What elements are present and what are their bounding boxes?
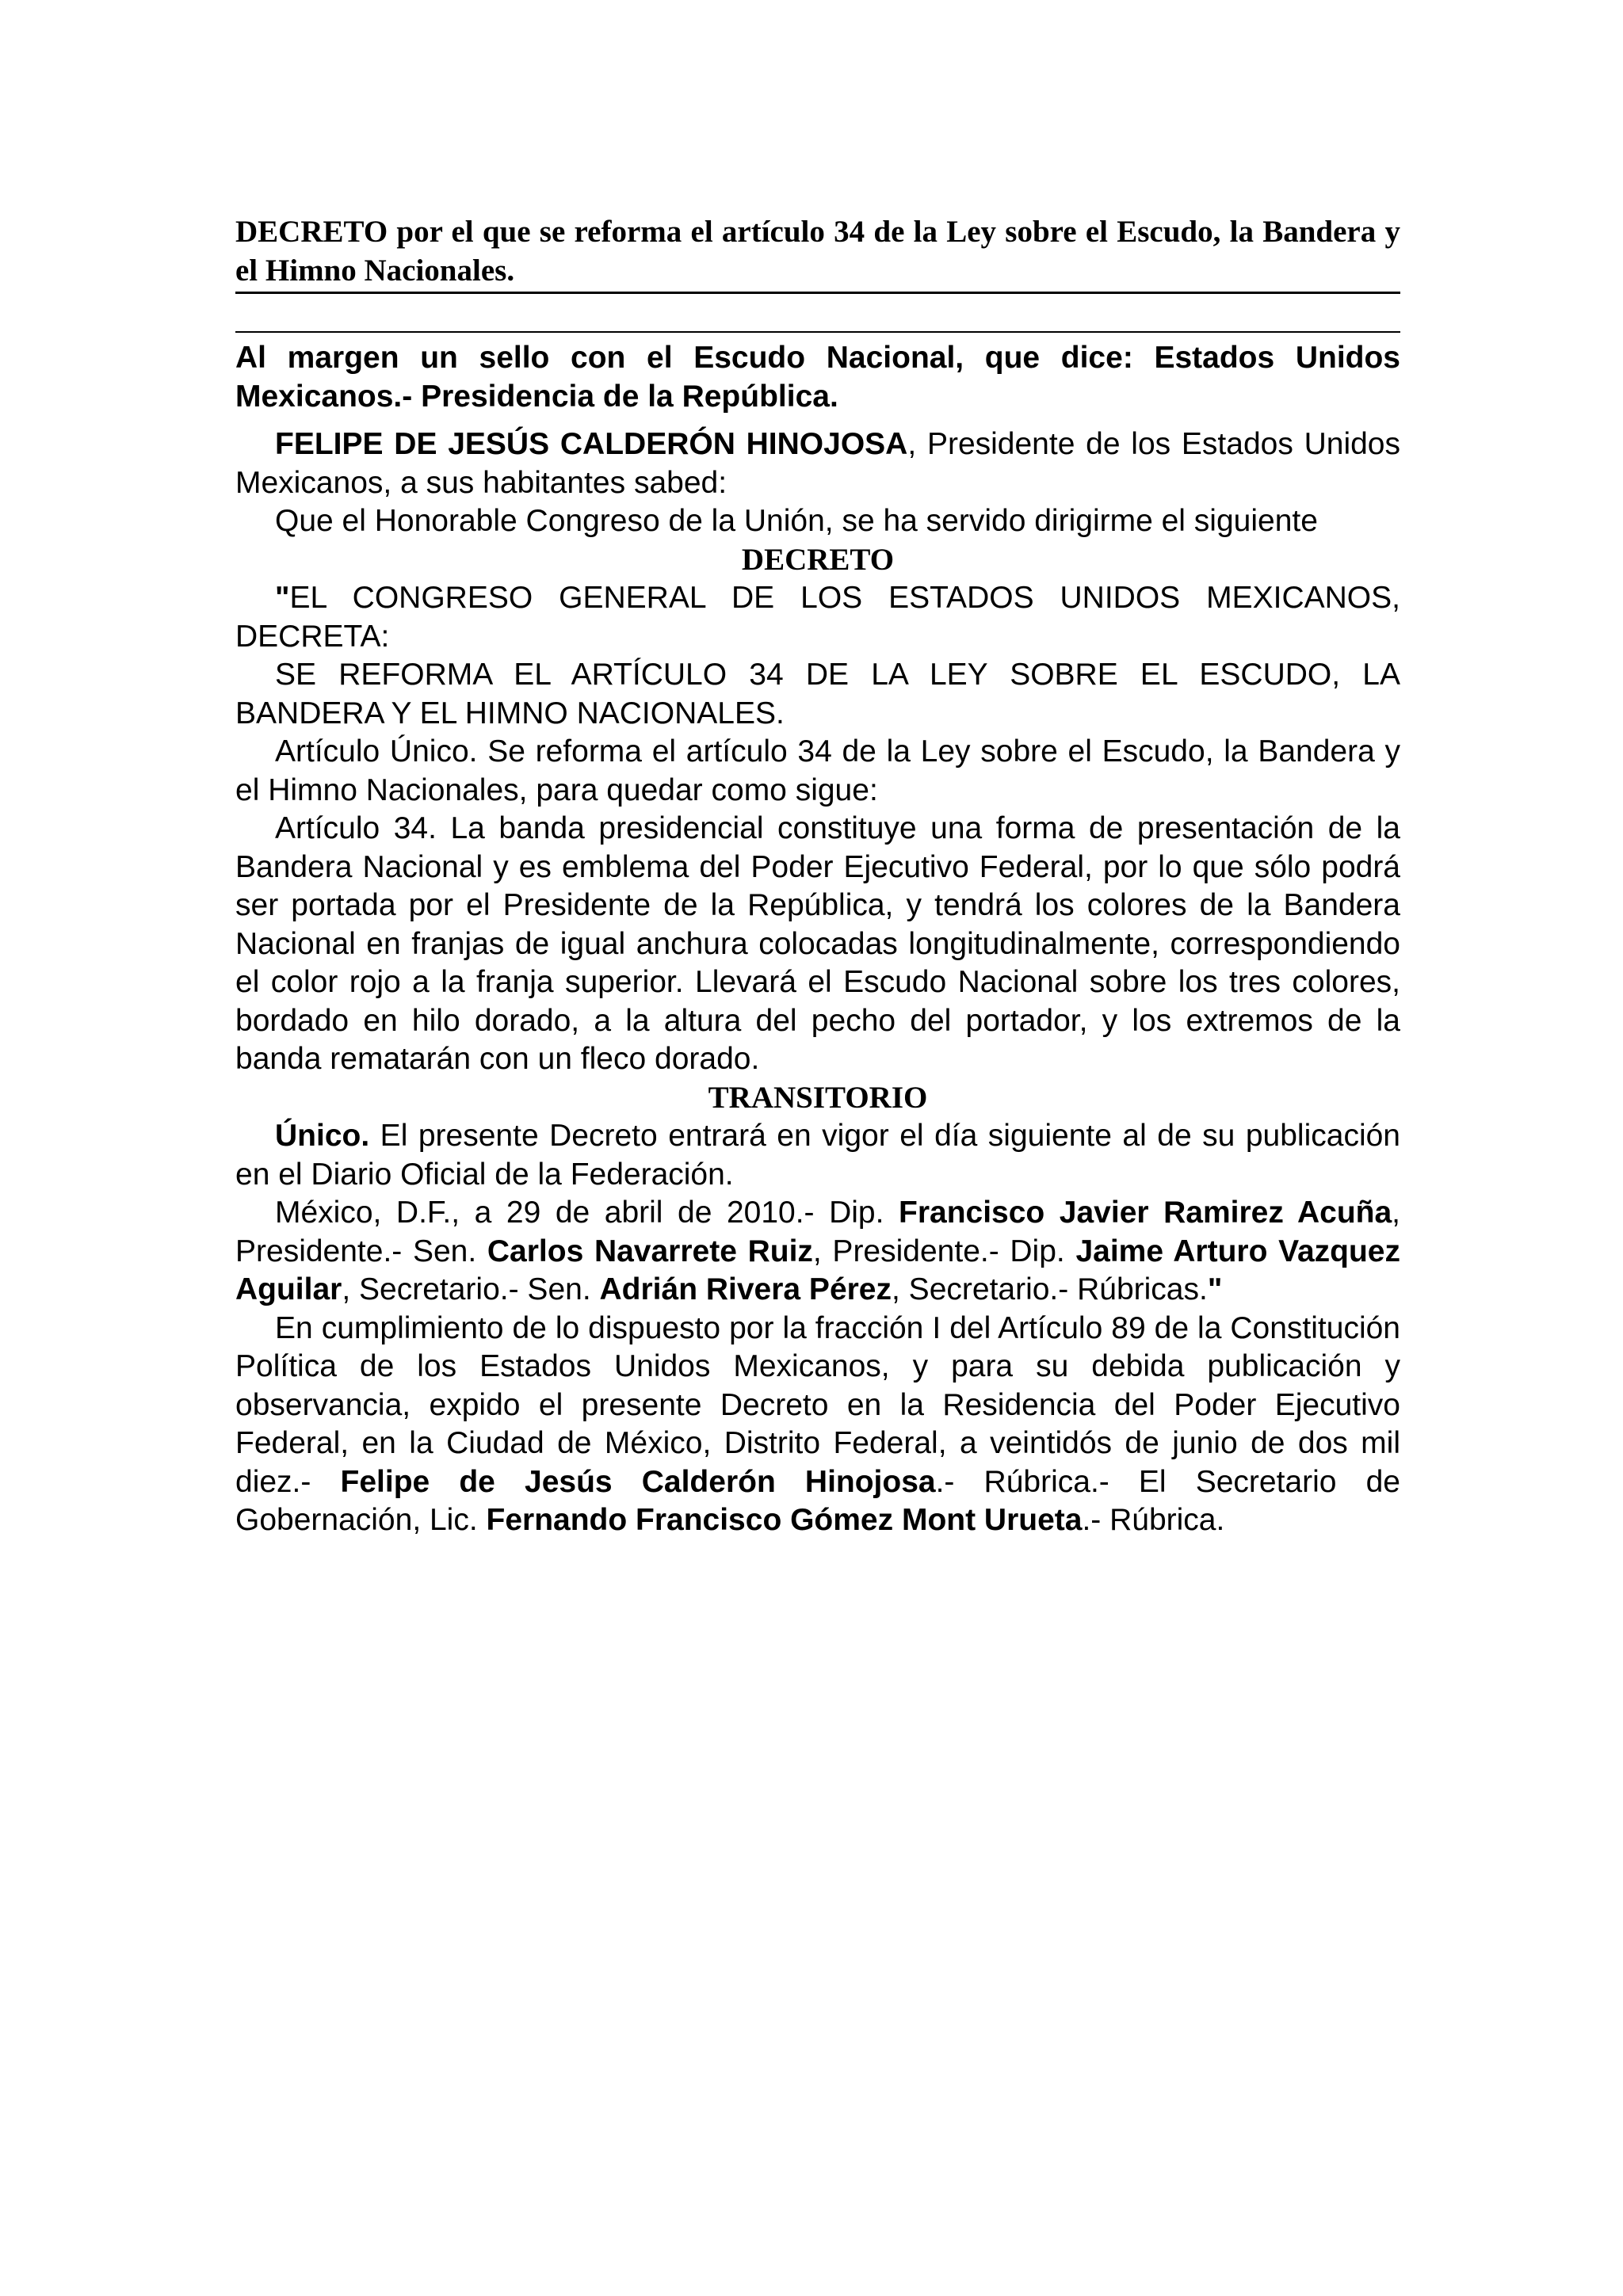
signer-name: Adrián Rivera Pérez bbox=[599, 1272, 892, 1306]
document-title: DECRETO por el que se reforma el artículo 34 de la Ley sobre el Escudo, la Bandera y el Himno Nacionales. bbox=[235, 212, 1400, 294]
signatures bbox=[235, 1194, 1400, 1310]
articulo-34: Artículo 34. La banda presidencial constituye una forma de presentación de la Bandera Nacional y es emblema del Poder Ejecutivo Federal, por lo que sólo podrá ser portada por el Presidente de la República, y tendrá los colores de la Bandera Nacional en franjas de igual anchura colocadas longitudinalmente, correspondiendo el color rojo a la franja superior. Llevará el Escudo Nacional sobre los tres colores, bordado en hilo dorado, a la altura del pecho del portador, y los extremos de la banda rematarán con un fleco dorado. bbox=[235, 811, 1400, 1076]
secretary-signature: Fernando Francisco Gómez Mont Urueta bbox=[486, 1503, 1083, 1537]
closing-quote: " bbox=[1207, 1272, 1223, 1306]
transitorio-text bbox=[235, 1117, 1400, 1194]
president-name: FELIPE DE JESÚS CALDERÓN HINOJOSA bbox=[275, 427, 908, 461]
promulgation-text: .- Rúbrica.- El Secretario de Gobernación, Lic. bbox=[235, 1464, 1401, 1537]
heading-decreto: DECRETO bbox=[741, 542, 895, 577]
articulo-unico: Artículo Único. Se reforma el artículo 34 de la Ley sobre el Escudo, la Bandera y el Himno Nacionales, para quedar como sigue: bbox=[235, 734, 1400, 807]
signatures-text: , Secretario.- Rúbricas. bbox=[892, 1272, 1208, 1306]
congress-line: Que el Honorable Congreso de la Unión, se ha servido dirigirme el siguiente bbox=[275, 504, 1318, 538]
congress-decrees-text: EL CONGRESO GENERAL DE LOS ESTADOS UNIDOS MEXICANOS, DECRETA: bbox=[235, 581, 1400, 654]
separator-rule bbox=[235, 331, 1400, 333]
signer-name: Francisco Javier Ramirez Acuña bbox=[899, 1196, 1392, 1230]
seal-notice: Al margen un sello con el Escudo Nacional, que dice: Estados Unidos Mexicanos.- Presidencia de la República. bbox=[235, 341, 1400, 414]
signatures-text: , Presidente.- Sen. bbox=[235, 1196, 1400, 1268]
signatures-text: , Presidente.- Dip. bbox=[812, 1234, 1076, 1268]
document-page bbox=[235, 212, 1400, 1540]
heading-transitorio: TRANSITORIO bbox=[708, 1080, 928, 1115]
promulgation bbox=[235, 1310, 1400, 1540]
transitorio-body: El presente Decreto entrará en vigor el día siguiente al de su publicación en el Diario Oficial de la Federación. bbox=[235, 1119, 1400, 1192]
promulgation-text: .- Rúbrica. bbox=[1082, 1503, 1225, 1537]
signer-name: Jaime Arturo Vazquez Aguilar bbox=[235, 1234, 1400, 1306]
promulgation-text: En cumplimiento de lo dispuesto por la fracción I del Artículo 89 de la Constitución Política de los Estados Unidos Mexicanos, y para su debida publicación y observancia, expido el presente Decreto en la Residencia del Poder Ejecutivo Federal, en la Ciudad de México, Distrito Federal, a veintidós de junio de dos mil diez.- bbox=[235, 1310, 1400, 1499]
president-intro bbox=[235, 425, 1400, 502]
document-body bbox=[235, 339, 1400, 1540]
president-signature: Felipe de Jesús Calderón Hinojosa bbox=[340, 1464, 936, 1499]
signatures-text: , Secretario.- Sen. bbox=[342, 1272, 600, 1306]
reform-statement: SE REFORMA EL ARTÍCULO 34 DE LA LEY SOBRE EL ESCUDO, LA BANDERA Y EL HIMNO NACIONALES. bbox=[235, 658, 1400, 730]
president-intro-text: , Presidente de los Estados Unidos Mexicanos, a sus habitantes sabed: bbox=[235, 427, 1400, 500]
opening-quote: " bbox=[275, 581, 290, 615]
transitorio-label: Único. bbox=[275, 1119, 370, 1153]
signatures-text: México, D.F., a 29 de abril de 2010.- Dip. bbox=[275, 1196, 899, 1230]
signer-name: Carlos Navarrete Ruiz bbox=[487, 1234, 813, 1268]
congress-decrees bbox=[235, 579, 1400, 656]
